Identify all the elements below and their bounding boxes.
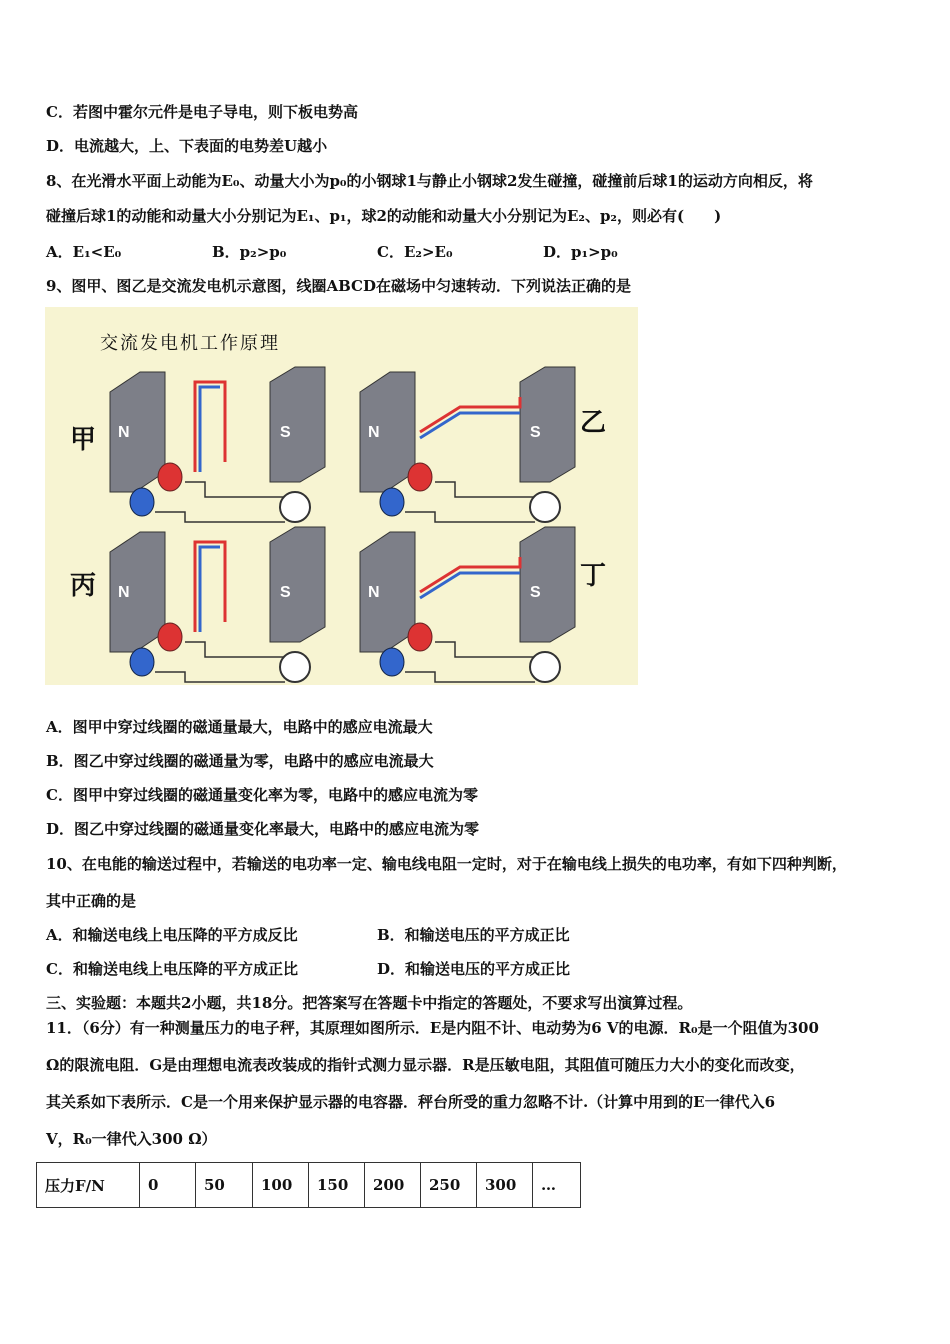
slip-ring-blue: [130, 488, 154, 516]
table-header-cell: 压力F/N: [37, 1163, 140, 1208]
q8-option-a: A．E₁<E₀: [46, 243, 122, 261]
galvanometer-icon: [530, 492, 560, 522]
magnet-s-jia: [270, 367, 325, 482]
slip-ring-blue: [380, 648, 404, 676]
magnet-s-yi: [520, 367, 575, 482]
galvanometer-icon: [280, 492, 310, 522]
n-pole-label: N: [368, 424, 380, 441]
n-pole-label: N: [368, 584, 380, 601]
galvanometer-icon: [530, 652, 560, 682]
coil-side: [200, 547, 220, 632]
magnet-s-ding: [520, 527, 575, 642]
table-cell: 150: [309, 1163, 365, 1208]
coil-side: [420, 573, 520, 598]
s-pole-label: S: [530, 424, 541, 441]
galvanometer-icon: [280, 652, 310, 682]
label-yi: 乙: [580, 408, 607, 438]
s-pole-label: S: [280, 584, 291, 601]
label-ding: 丁: [580, 561, 607, 591]
table-cell: 0: [140, 1163, 196, 1208]
q9-stem: 9、图甲、图乙是交流发电机示意图，线圈ABCD在磁场中匀速转动．下列说法正确的是: [46, 277, 631, 295]
q8-option-c: C．E₂>E₀: [377, 243, 453, 261]
q10-option-d: D．和输送电压的平方成正比: [377, 960, 571, 978]
slip-ring-red: [158, 623, 182, 651]
q11-line4: V，R₀一律代入300 Ω）: [46, 1130, 217, 1148]
table-cell: 250: [421, 1163, 477, 1208]
magnet-s-bing: [270, 527, 325, 642]
q10-stem-line2: 其中正确的是: [46, 892, 137, 910]
table-row: [37, 1163, 581, 1208]
q11-line3: 其关系如下表所示．C是一个用来保护显示器的电容器．秤台所受的重力忽略不计.（计算中用到的E一律代入6: [46, 1093, 776, 1111]
q9-option-c: C．图甲中穿过线圈的磁通量变化率为零，电路中的感应电流为零: [46, 786, 478, 804]
slip-ring-blue: [130, 648, 154, 676]
q8-stem-line1: 8、在光滑水平面上动能为E₀、动量大小为p₀的小钢球1与静止小钢球2发生碰撞，碰撞前后球1的运动方向相反，将: [46, 172, 813, 190]
slip-ring-red: [158, 463, 182, 491]
q10-option-b: B．和输送电压的平方成正比: [377, 926, 570, 944]
table-cell: 100: [253, 1163, 309, 1208]
q8-option-b: B．p₂>p₀: [212, 243, 287, 261]
q7-option-c: C．若图中霍尔元件是电子导电，则下板电势高: [46, 103, 358, 121]
figure-title: 交流发电机工作原理: [100, 333, 280, 354]
table-cell: 200: [365, 1163, 421, 1208]
q9-option-a: A．图甲中穿过线圈的磁通量最大，电路中的感应电流最大: [46, 718, 433, 736]
table-cell: 300: [477, 1163, 533, 1208]
q9-option-b: B．图乙中穿过线圈的磁通量为零，电路中的感应电流最大: [46, 752, 434, 770]
q11-line2: Ω的限流电阻．G是由理想电流表改装成的指针式测力显示器．R是压敏电阻，其阻值可随压力大小的变化而改变，: [46, 1056, 805, 1074]
table-cell: 50: [196, 1163, 253, 1208]
slip-ring-red: [408, 463, 432, 491]
section-3-heading: 三、实验题：本题共2小题，共18分。把答案写在答题卡中指定的答题处，不要求写出演算过程。: [46, 994, 693, 1012]
ac-generator-figure: [45, 307, 638, 685]
table-cell: …: [533, 1163, 581, 1208]
slip-ring-red: [408, 623, 432, 651]
s-pole-label: S: [530, 584, 541, 601]
q9-option-d: D．图乙中穿过线圈的磁通量变化率最大，电路中的感应电流为零: [46, 820, 480, 838]
coil-side: [200, 387, 220, 472]
label-jia: 甲: [70, 425, 97, 455]
s-pole-label: S: [280, 424, 291, 441]
n-pole-label: N: [118, 424, 130, 441]
slip-ring-blue: [380, 488, 404, 516]
coil-side: [420, 413, 520, 438]
q8-stem-line2: 碰撞后球1的动能和动量大小分别记为E₁、p₁，球2的动能和动量大小分别记为E₂、p₂，则必有( ): [46, 207, 722, 225]
n-pole-label: N: [118, 584, 130, 601]
pressure-table: [36, 1162, 581, 1208]
q10-option-a: A．和输送电线上电压降的平方成反比: [46, 926, 298, 944]
q7-option-d: D．电流越大，上、下表面的电势差U越小: [46, 137, 328, 155]
q11-line1: 11．（6分）有一种测量压力的电子秤，其原理如图所示．E是内阻不计、电动势为6 V的电源．R₀是一个阻值为300: [46, 1019, 819, 1037]
q10-option-c: C．和输送电线上电压降的平方成正比: [46, 960, 298, 978]
q8-option-d: D．p₁>p₀: [543, 243, 618, 261]
q10-stem-line1: 10、在电能的输送过程中，若输送的电功率一定、输电线电阻一定时，对于在输电线上损失的电功率，有如下四种判断，: [46, 855, 847, 873]
label-bing: 丙: [70, 571, 97, 601]
